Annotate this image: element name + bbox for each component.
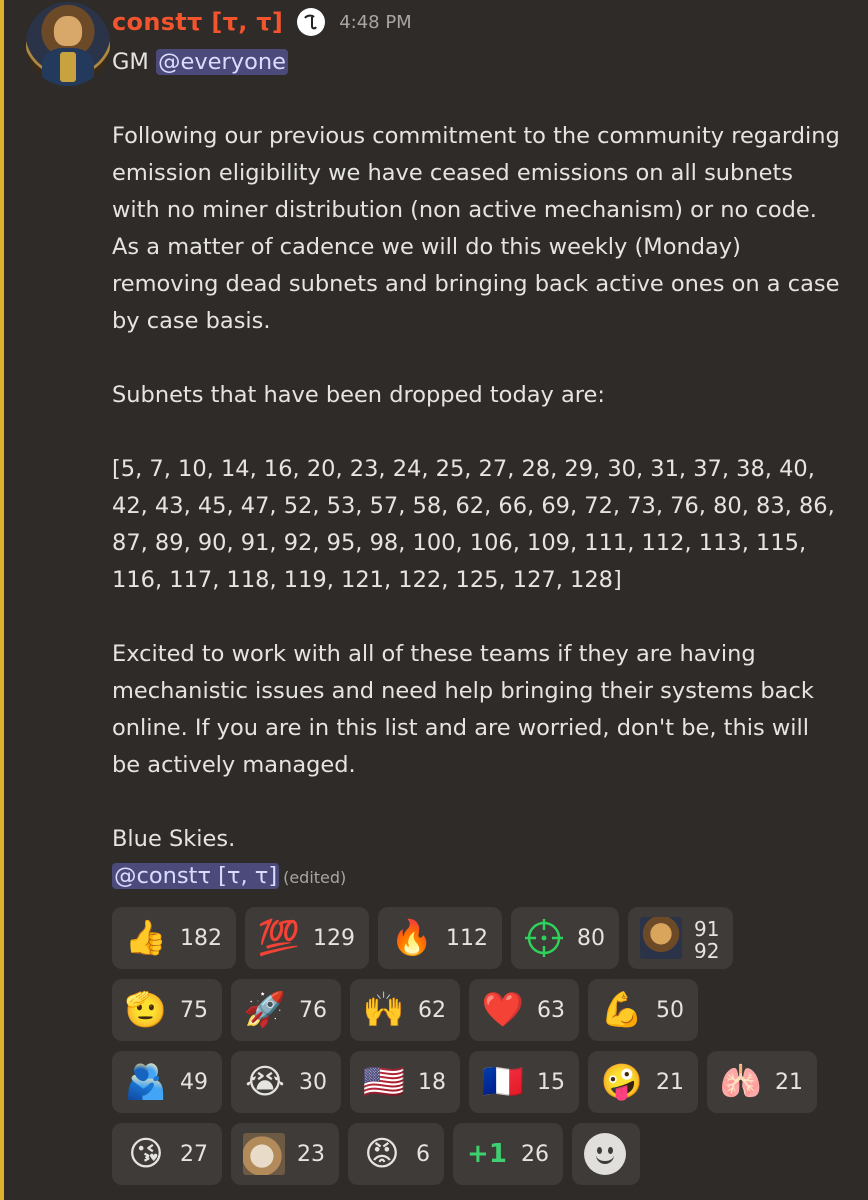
message-header	[112, 4, 412, 40]
reaction-count: 23	[297, 1141, 325, 1167]
face-blowing-kiss-icon: 😘	[128, 1134, 164, 1174]
flag-us-icon: 🇺🇸	[362, 1062, 406, 1102]
author-mention[interactable]: @constτ [τ, τ]	[114, 863, 278, 889]
message-timestamp: 4:48 PM	[339, 11, 412, 33]
reaction-hugging[interactable]	[112, 1051, 222, 1113]
reaction-kiss[interactable]	[112, 1123, 222, 1185]
plus-one-icon: +1	[467, 1139, 507, 1169]
reaction-fire[interactable]	[378, 907, 502, 969]
reaction-custom-dog[interactable]	[231, 1123, 339, 1185]
saluting-face-icon: 🫡	[124, 990, 168, 1030]
edited-label: (edited)	[283, 868, 347, 887]
custom-doge-emoji	[640, 917, 682, 959]
reaction-count: 49	[180, 1069, 208, 1095]
message-body	[112, 44, 840, 896]
reaction-crosshair[interactable]	[511, 907, 619, 969]
reaction-count: 63	[537, 997, 565, 1023]
reaction-thumbs-up[interactable]	[112, 907, 236, 969]
reaction-raising-hands[interactable]	[350, 979, 460, 1041]
reaction-count: 76	[299, 997, 327, 1023]
reaction-heart[interactable]	[469, 979, 579, 1041]
angry-face-icon: 😡	[364, 1134, 400, 1174]
reaction-flag-france[interactable]	[469, 1051, 579, 1113]
author-name[interactable]: constτ [τ, τ]	[112, 8, 284, 36]
reaction-custom-doge[interactable]	[628, 907, 733, 969]
reactions-bar	[112, 907, 852, 1195]
avatar[interactable]	[26, 2, 110, 86]
zany-face-icon: 🤪	[600, 1062, 644, 1102]
fire-icon: 🔥	[390, 918, 434, 958]
greeting-text: GM	[112, 49, 149, 75]
highlight-bar	[0, 0, 4, 1200]
reaction-count: 182	[180, 925, 222, 951]
reaction-count: 62	[418, 997, 446, 1023]
reaction-lungs[interactable]	[707, 1051, 817, 1113]
reaction-row	[112, 979, 852, 1041]
people-hugging-icon: 🫂	[124, 1062, 168, 1102]
crosshair-icon	[523, 917, 565, 959]
reaction-count: 18	[418, 1069, 446, 1095]
add-reaction-button[interactable]	[572, 1123, 640, 1185]
reaction-count: 50	[656, 997, 684, 1023]
reaction-count: 6	[416, 1141, 430, 1167]
raising-hands-icon: 🙌	[362, 990, 406, 1030]
loudly-crying-icon: 😭	[245, 1062, 285, 1102]
reaction-count: 27	[180, 1141, 208, 1167]
reaction-count: 75	[180, 997, 208, 1023]
lungs-icon: 🫁	[719, 1062, 763, 1102]
thumbs-up-icon: 👍	[124, 918, 168, 958]
reaction-count: 21	[775, 1069, 803, 1095]
reaction-hundred[interactable]	[245, 907, 369, 969]
paragraph-commitment: Following our previous commitment to the community regarding emission eligibility we have ceased emissions on all subnets with no miner distribution (non active mechanism) or no code. As a matter of cadence we will do this weekly (Monday) removing dead subnets and bringing back active ones on a case by case basis.	[112, 123, 840, 334]
reaction-count: 30	[299, 1069, 327, 1095]
reaction-zany[interactable]	[588, 1051, 698, 1113]
reaction-count: 129	[313, 925, 355, 951]
everyone-mention[interactable]: @everyone	[158, 49, 286, 75]
reaction-count: 91 92	[694, 918, 720, 958]
paragraph-excited: Excited to work with all of these teams if they are having mechanistic issues and need help bringing their systems back online. If you are in this list and are worried, don't be, this will be actively managed.	[112, 641, 814, 778]
reaction-count: 21	[656, 1069, 684, 1095]
reaction-biceps[interactable]	[588, 979, 698, 1041]
paragraph-signoff: Blue Skies.	[112, 826, 236, 852]
reaction-row	[112, 1123, 852, 1185]
reaction-rocket[interactable]	[231, 979, 341, 1041]
paragraph-subnet-list: [5, 7, 10, 14, 16, 20, 23, 24, 25, 27, 28, 29, 30, 31, 37, 38, 40, 42, 43, 45, 47, 52, 53, 57, 58, 62, 66, 69, 72, 73, 76, 80, 83, 86, 87, 89, 90, 91, 92, 95, 98, 100, 106, 109, 111, 112, 113, 115, 116, 117, 118, 119, 121, 122, 125, 127, 128]	[112, 456, 835, 593]
paragraph-dropped-heading: Subnets that have been dropped today are:	[112, 382, 605, 408]
custom-dog-emoji	[243, 1133, 285, 1175]
reaction-count: 112	[446, 925, 488, 951]
reaction-angry[interactable]	[348, 1123, 444, 1185]
reaction-plus-one[interactable]	[453, 1123, 563, 1185]
smiley-add-icon	[584, 1133, 626, 1175]
rocket-icon: 🚀	[243, 990, 287, 1030]
flag-france-icon: 🇫🇷	[481, 1062, 525, 1102]
reaction-row	[112, 1051, 852, 1113]
flexed-biceps-icon: 💪	[600, 990, 644, 1030]
reaction-flag-us[interactable]	[350, 1051, 460, 1113]
reaction-count: 26	[521, 1141, 549, 1167]
reaction-count: 80	[577, 925, 605, 951]
reaction-crying[interactable]	[231, 1051, 341, 1113]
reaction-row	[112, 907, 852, 969]
reaction-salute[interactable]	[112, 979, 222, 1041]
tao-symbol-icon[interactable]	[297, 8, 325, 36]
reaction-count: 15	[537, 1069, 565, 1095]
hundred-points-icon: 💯	[257, 918, 301, 958]
red-heart-icon: ❤️	[481, 990, 525, 1030]
